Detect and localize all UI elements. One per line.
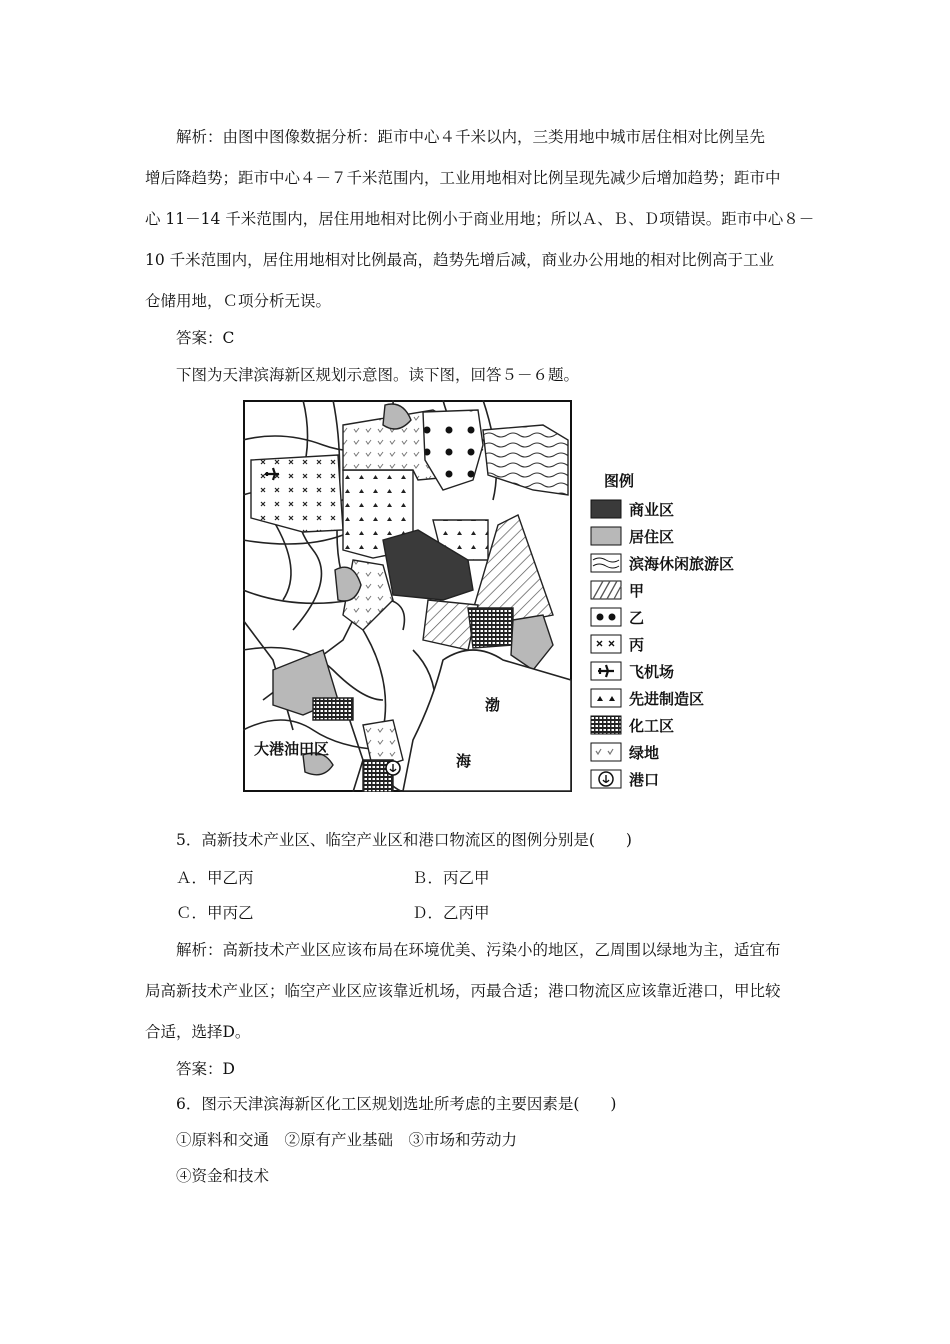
legend-label: 居住区 (629, 527, 675, 546)
legend-label: 甲 (629, 581, 645, 600)
port-icon (386, 761, 400, 775)
analysis-line: 合适，选择D。 (145, 1023, 251, 1041)
analysis-line: 心 11－14 千米范围内，居住用地相对比例小于商业用地；所以Ａ、Ｂ、Ｄ项错误。距市中心８－ (145, 210, 815, 228)
intro-text: 下图为天津滨海新区规划示意图。读下图，回答５－６题。 (176, 366, 580, 384)
analysis-line: 10 千米范围内，居住用地相对比例最高，趋势先增后减，商业办公用地的相对比例高于工业 (145, 251, 775, 269)
analysis-line: 仓储用地，Ｃ项分析无误。 (145, 292, 332, 310)
checkmark-swatch-icon (590, 742, 622, 762)
legend-label: 丙 (629, 635, 645, 654)
analysis-line: 解析：由图中图像数据分析：距市中心４千米以内，三类用地中城市居住相对比例呈先 (176, 128, 766, 146)
option-a: Ａ．甲乙丙 (176, 869, 254, 887)
answer-text: 答案：D (176, 1060, 235, 1078)
commercial-swatch-icon (590, 499, 622, 519)
oilfield-label: 大港油田区 (254, 740, 330, 758)
legend-label: 乙 (629, 608, 645, 627)
triangle-swatch-icon (590, 688, 622, 708)
legend-item (590, 687, 704, 709)
wave-swatch-icon (590, 553, 622, 573)
legend-item (590, 606, 644, 628)
legend-label: 飞机场 (629, 662, 675, 681)
question-6-options: ①原料和交通 ②原有产业基础 ③市场和劳动力 (176, 1131, 518, 1149)
option-d: Ｄ．乙丙甲 (412, 904, 490, 922)
legend-item (590, 552, 734, 574)
bohai-label: 海 (456, 752, 472, 770)
airplane-icon (590, 661, 622, 681)
legend-item (590, 525, 674, 547)
answer-text: 答案：C (176, 329, 235, 347)
chemical-zone (313, 698, 353, 720)
cross-swatch-icon (590, 634, 622, 654)
legend-item (590, 768, 659, 790)
legend-item (590, 498, 674, 520)
analysis-line: 局高新技术产业区；临空产业区应该靠近机场，丙最合适；港口物流区应该靠近港口，甲比较 (145, 982, 781, 1000)
bohai-label: 渤 (485, 696, 501, 714)
legend-label: 港口 (629, 770, 660, 789)
legend-label: 滨海休闲旅游区 (629, 554, 735, 573)
analysis-line: 增后降趋势；距市中心４－７千米范围内，工业用地相对比例呈现先减少后增加趋势；距市中 (145, 169, 781, 187)
hatch-swatch-icon (590, 580, 622, 600)
question-6-stem: 6．图示天津滨海新区化工区规划选址所考虑的主要因素是( ) (176, 1095, 617, 1113)
option-c: Ｃ．甲丙乙 (176, 904, 254, 922)
question-6-options: ④资金和技术 (176, 1167, 270, 1185)
map-legend (588, 462, 768, 792)
legend-item (590, 714, 674, 736)
option-b: Ｂ．丙乙甲 (412, 869, 490, 887)
bing-zone (251, 455, 343, 532)
legend-item (590, 741, 659, 763)
legend-title: 图例 (604, 472, 635, 490)
anchor-icon (590, 769, 622, 789)
residential-swatch-icon (590, 526, 622, 546)
dots-swatch-icon (590, 607, 622, 627)
analysis-line: 解析：高新技术产业区应该布局在环境优美、污染小的地区，乙周围以绿地为主，适宜布 (176, 941, 781, 959)
legend-item (590, 633, 644, 655)
grid-swatch-icon (590, 715, 622, 735)
legend-label: 绿地 (629, 743, 660, 762)
chemical-zone (468, 608, 513, 648)
legend-item (590, 579, 644, 601)
legend-label: 先进制造区 (629, 689, 705, 708)
legend-label: 化工区 (629, 716, 675, 735)
question-5-stem: 5．高新技术产业区、临空产业区和港口物流区的图例分别是( ) (176, 831, 632, 849)
legend-label: 商业区 (629, 500, 675, 519)
tianjin-binhai-map (243, 400, 572, 792)
legend-item (590, 660, 674, 682)
